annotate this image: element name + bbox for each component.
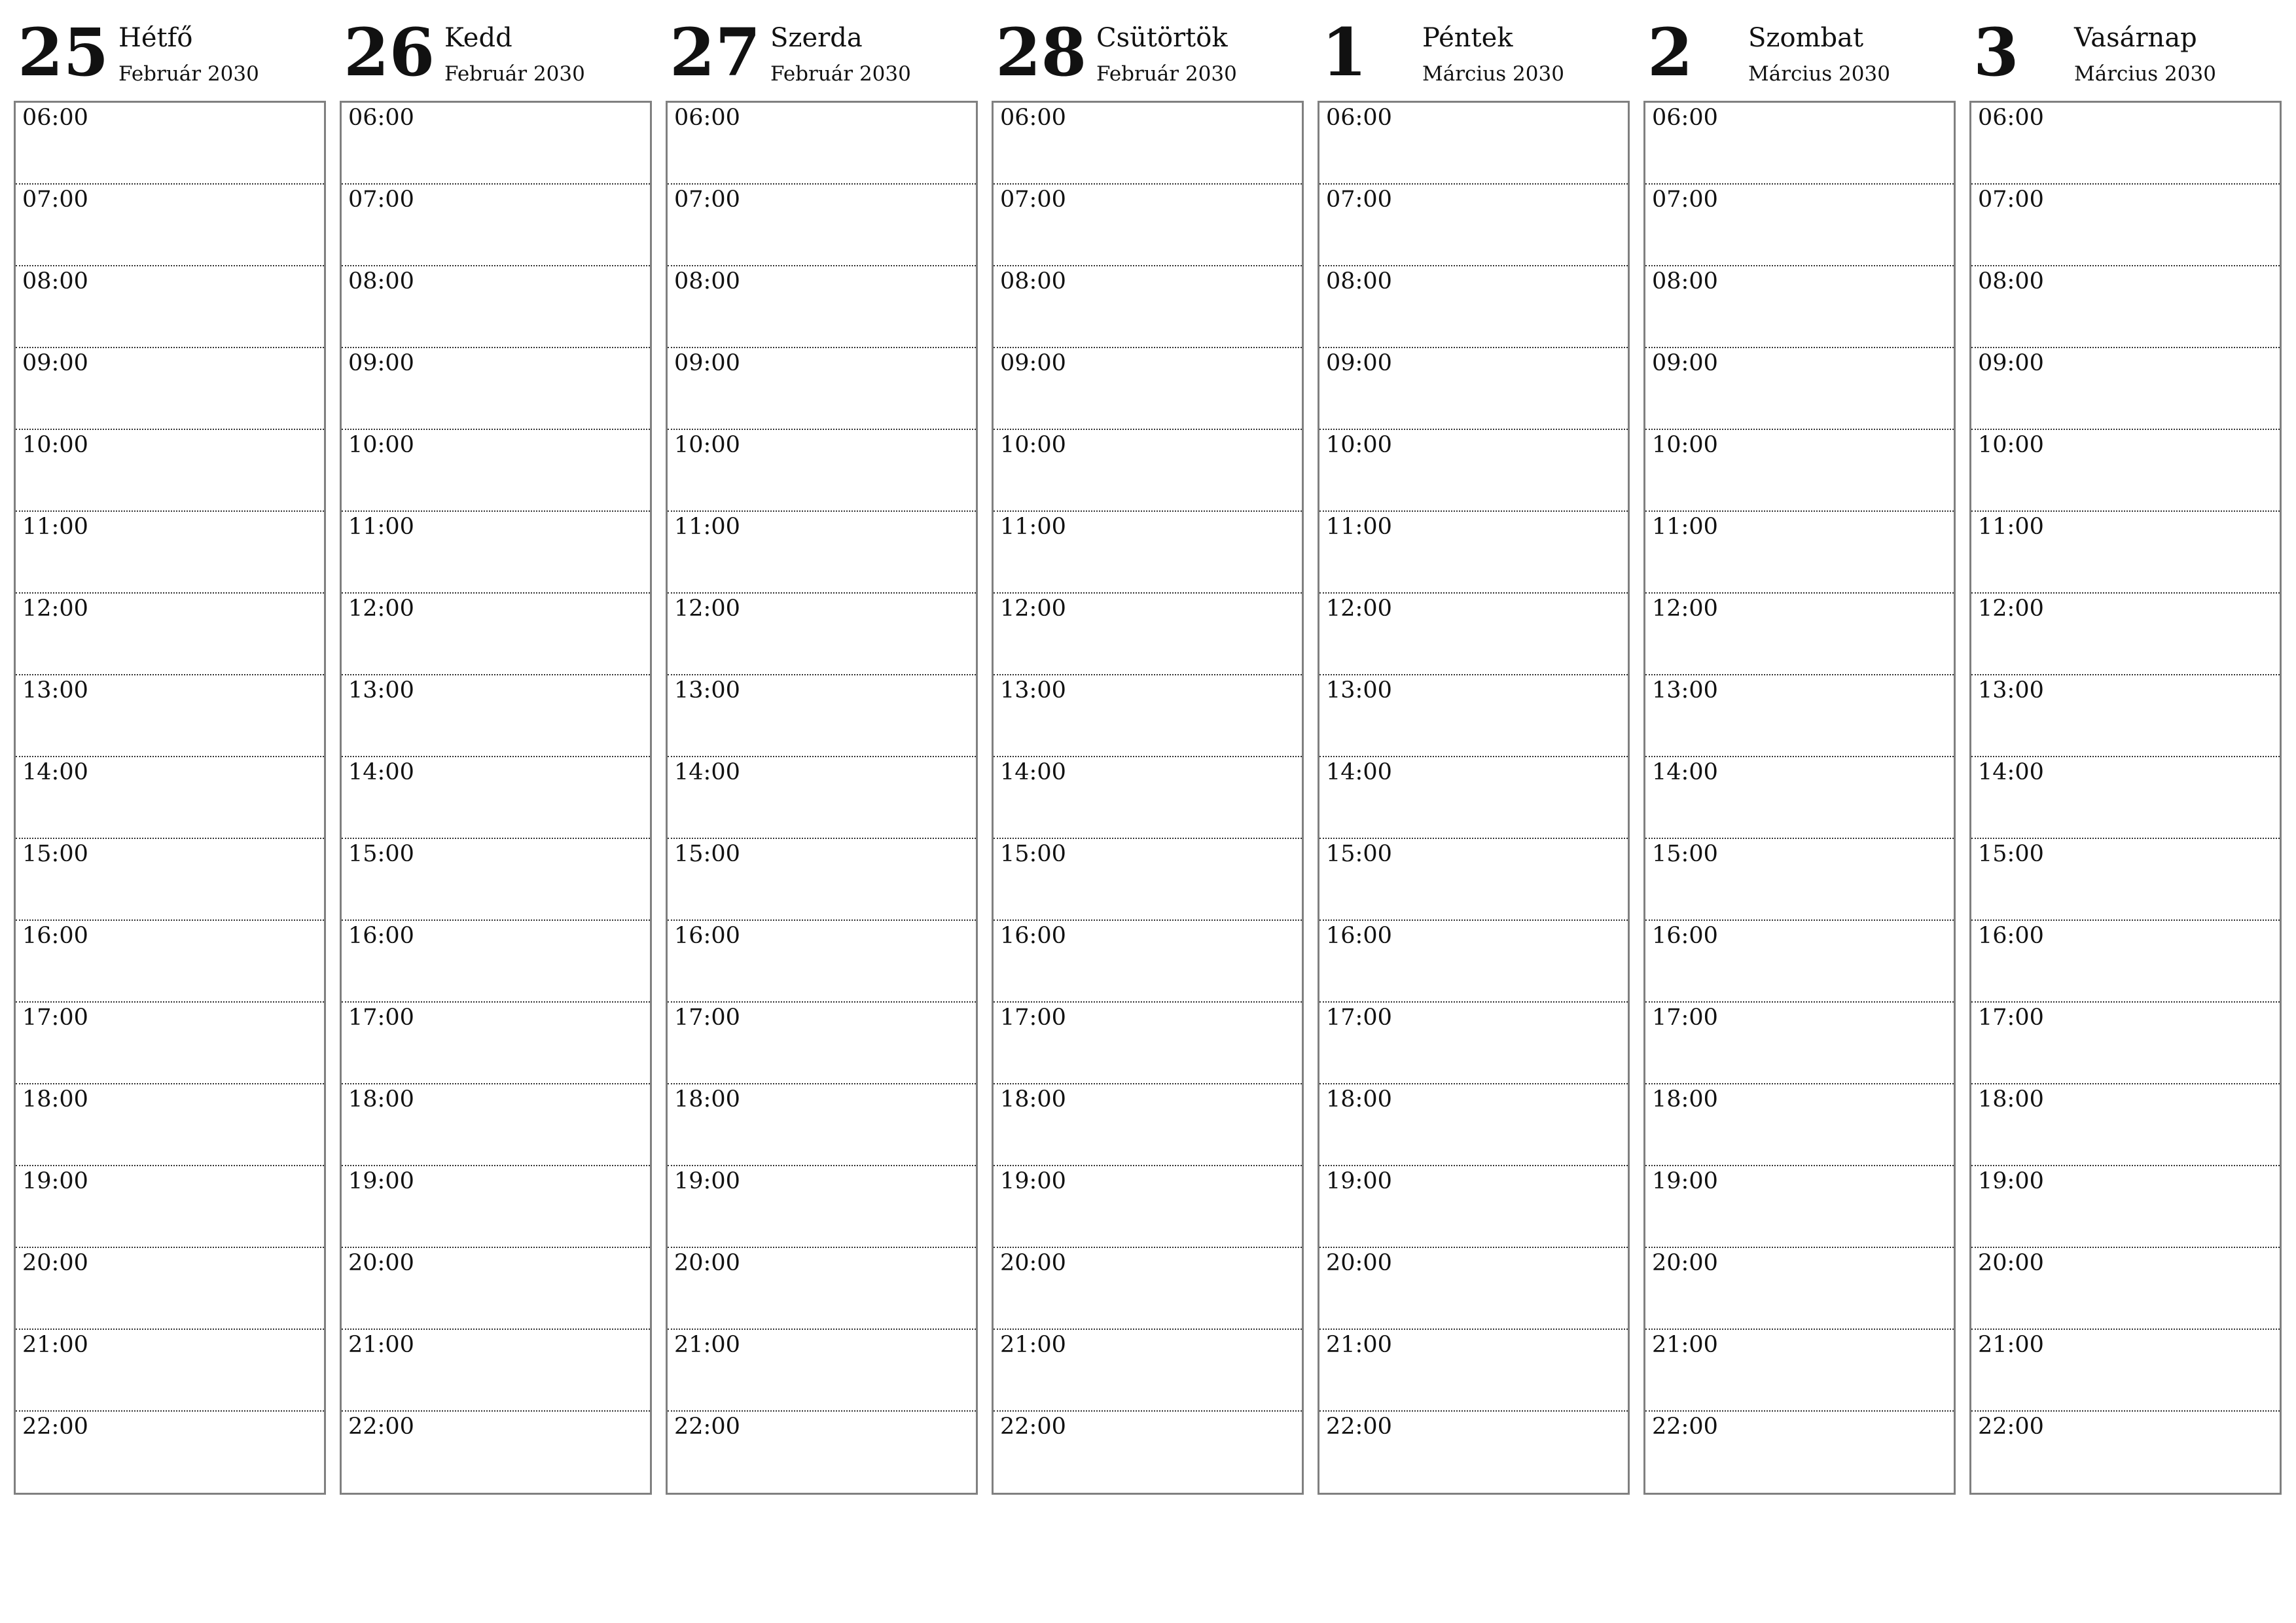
- time-slot-label: 06:00: [1326, 105, 1392, 131]
- time-slot-label: 21:00: [1326, 1332, 1392, 1358]
- day-month: Február 2030: [118, 62, 259, 86]
- time-slot-label: 19:00: [1652, 1168, 1718, 1194]
- time-slot-label: 06:00: [348, 105, 414, 131]
- time-slot: [342, 921, 650, 1003]
- time-slot: [342, 185, 650, 266]
- time-slot-label: 17:00: [1326, 1005, 1392, 1031]
- day-column: [340, 0, 652, 1440]
- time-slot-label: 21:00: [22, 1332, 88, 1358]
- time-slot: [1319, 1166, 1628, 1248]
- time-slot-label: 22:00: [1978, 1414, 2044, 1440]
- time-slot-label: 20:00: [674, 1250, 740, 1276]
- time-slot: [16, 921, 324, 1003]
- time-slot: [668, 1084, 976, 1166]
- time-slot: [1645, 512, 1954, 594]
- time-slot: [1645, 1248, 1954, 1330]
- time-slot-label: 22:00: [22, 1414, 88, 1440]
- time-slot: [1645, 1330, 1954, 1412]
- time-slot: [1319, 1330, 1628, 1412]
- time-slot: [16, 757, 324, 839]
- time-slot-label: 13:00: [674, 677, 740, 704]
- time-slot-label: 17:00: [348, 1005, 414, 1031]
- time-slot-label: 07:00: [1652, 187, 1718, 213]
- day-number: 1: [1321, 14, 1367, 91]
- time-slot: [16, 185, 324, 266]
- time-slot-label: 18:00: [1652, 1086, 1718, 1113]
- time-slot-label: 10:00: [22, 432, 88, 458]
- time-slot: [994, 1330, 1302, 1412]
- time-slot: [668, 1412, 976, 1495]
- time-slot: [1971, 757, 2280, 839]
- time-slot-label: 17:00: [1000, 1005, 1066, 1031]
- time-slot: [16, 1412, 324, 1495]
- time-slot: [16, 594, 324, 675]
- time-slot-label: 09:00: [1978, 350, 2044, 376]
- time-slot-label: 18:00: [1326, 1086, 1392, 1113]
- time-slot-label: 11:00: [1326, 514, 1392, 540]
- time-slot-label: 16:00: [1652, 923, 1718, 949]
- day-schedule-box: [340, 101, 652, 1495]
- time-slot: [16, 1330, 324, 1412]
- day-name: Szombat: [1748, 23, 1864, 53]
- time-slot: [1971, 675, 2280, 757]
- time-slot: [1319, 348, 1628, 430]
- time-slot: [1971, 1248, 2280, 1330]
- time-slot-label: 08:00: [22, 268, 88, 294]
- day-header: [1969, 0, 2282, 101]
- time-slot: [668, 675, 976, 757]
- time-slot: [668, 921, 976, 1003]
- time-slot-label: 17:00: [1978, 1005, 2044, 1031]
- time-slot-label: 11:00: [348, 514, 414, 540]
- time-slot: [1319, 430, 1628, 512]
- time-slot: [994, 1084, 1302, 1166]
- time-slot-label: 16:00: [22, 923, 88, 949]
- time-slot-label: 10:00: [1000, 432, 1066, 458]
- time-slot-label: 18:00: [674, 1086, 740, 1113]
- day-name: Kedd: [444, 23, 512, 53]
- time-slot: [1645, 675, 1954, 757]
- time-slot: [1971, 1412, 2280, 1495]
- time-slot: [16, 103, 324, 185]
- time-slot: [1645, 839, 1954, 921]
- day-name: Hétfő: [118, 23, 193, 53]
- day-column: [992, 0, 1304, 1440]
- time-slot-label: 13:00: [348, 677, 414, 704]
- time-slot-label: 22:00: [674, 1414, 740, 1440]
- time-slot: [994, 430, 1302, 512]
- time-slot: [1645, 1166, 1954, 1248]
- time-slot: [668, 1166, 976, 1248]
- time-slot-label: 13:00: [1000, 677, 1066, 704]
- time-slot: [16, 1003, 324, 1084]
- day-name: Vasárnap: [2074, 23, 2197, 53]
- time-slot-label: 22:00: [1652, 1414, 1718, 1440]
- time-slot: [1319, 757, 1628, 839]
- time-slot: [1645, 757, 1954, 839]
- time-slot-label: 21:00: [1978, 1332, 2044, 1358]
- time-slot-label: 09:00: [22, 350, 88, 376]
- day-schedule-box: [1318, 101, 1630, 1495]
- day-header: [666, 0, 978, 101]
- time-slot-label: 07:00: [1978, 187, 2044, 213]
- day-month: Február 2030: [770, 62, 911, 86]
- time-slot-label: 12:00: [1326, 596, 1392, 622]
- time-slot: [1645, 1084, 1954, 1166]
- time-slot: [1319, 1084, 1628, 1166]
- time-slot: [994, 348, 1302, 430]
- day-header: [1643, 0, 1956, 101]
- time-slot: [1971, 1330, 2280, 1412]
- time-slot: [342, 1084, 650, 1166]
- time-slot: [1971, 266, 2280, 348]
- time-slot: [1645, 185, 1954, 266]
- time-slot: [16, 1084, 324, 1166]
- day-month: Március 2030: [1422, 62, 1564, 86]
- time-slot: [668, 757, 976, 839]
- time-slot: [668, 1248, 976, 1330]
- time-slot-label: 12:00: [348, 596, 414, 622]
- time-slot: [16, 675, 324, 757]
- time-slot-label: 07:00: [22, 187, 88, 213]
- time-slot: [1971, 1003, 2280, 1084]
- time-slot: [994, 594, 1302, 675]
- time-slot-label: 09:00: [1000, 350, 1066, 376]
- time-slot-label: 06:00: [674, 105, 740, 131]
- time-slot: [342, 430, 650, 512]
- time-slot: [1319, 839, 1628, 921]
- time-slot-label: 11:00: [1978, 514, 2044, 540]
- time-slot-label: 14:00: [1326, 759, 1392, 785]
- time-slot: [1645, 103, 1954, 185]
- time-slot-label: 07:00: [1326, 187, 1392, 213]
- day-header: [992, 0, 1304, 101]
- time-slot-label: 22:00: [348, 1414, 414, 1440]
- time-slot-label: 10:00: [674, 432, 740, 458]
- time-slot-label: 19:00: [1326, 1168, 1392, 1194]
- time-slot: [1645, 348, 1954, 430]
- time-slot: [342, 1330, 650, 1412]
- time-slot: [994, 1166, 1302, 1248]
- time-slot-label: 12:00: [1000, 596, 1066, 622]
- time-slot: [1645, 1003, 1954, 1084]
- time-slot: [1319, 1003, 1628, 1084]
- time-slot: [994, 675, 1302, 757]
- time-slot-label: 12:00: [1978, 596, 2044, 622]
- time-slot: [1319, 185, 1628, 266]
- time-slot-label: 07:00: [1000, 187, 1066, 213]
- time-slot-label: 14:00: [348, 759, 414, 785]
- time-slot-label: 20:00: [1978, 1250, 2044, 1276]
- time-slot-label: 17:00: [1652, 1005, 1718, 1031]
- time-slot: [1319, 266, 1628, 348]
- time-slot: [342, 839, 650, 921]
- time-slot-label: 13:00: [1652, 677, 1718, 704]
- time-slot-label: 07:00: [674, 187, 740, 213]
- time-slot: [994, 185, 1302, 266]
- day-name: Szerda: [770, 23, 863, 53]
- day-name: Csütörtök: [1096, 23, 1228, 53]
- time-slot: [1645, 594, 1954, 675]
- time-slot-label: 18:00: [22, 1086, 88, 1113]
- time-slot-label: 13:00: [1326, 677, 1392, 704]
- time-slot: [342, 103, 650, 185]
- time-slot: [342, 675, 650, 757]
- time-slot: [16, 512, 324, 594]
- time-slot: [342, 594, 650, 675]
- day-column: [1318, 0, 1630, 1440]
- time-slot: [16, 430, 324, 512]
- time-slot: [668, 839, 976, 921]
- time-slot: [1971, 348, 2280, 430]
- time-slot: [1319, 1248, 1628, 1330]
- time-slot-label: 15:00: [1652, 841, 1718, 867]
- day-column: [14, 0, 326, 1440]
- time-slot: [1319, 1412, 1628, 1495]
- time-slot-label: 19:00: [1000, 1168, 1066, 1194]
- time-slot-label: 14:00: [22, 759, 88, 785]
- time-slot-label: 08:00: [348, 268, 414, 294]
- time-slot: [1971, 1166, 2280, 1248]
- time-slot: [342, 512, 650, 594]
- time-slot: [668, 594, 976, 675]
- time-slot: [1645, 266, 1954, 348]
- time-slot-label: 08:00: [1000, 268, 1066, 294]
- time-slot: [1971, 512, 2280, 594]
- time-slot-label: 14:00: [674, 759, 740, 785]
- day-schedule-box: [1643, 101, 1956, 1495]
- time-slot: [1971, 185, 2280, 266]
- time-slot-label: 10:00: [348, 432, 414, 458]
- day-number: 27: [670, 14, 761, 91]
- day-name: Péntek: [1422, 23, 1513, 53]
- time-slot-label: 10:00: [1978, 432, 2044, 458]
- day-schedule-box: [666, 101, 978, 1495]
- time-slot: [1319, 675, 1628, 757]
- time-slot: [342, 266, 650, 348]
- time-slot-label: 19:00: [1978, 1168, 2044, 1194]
- time-slot: [668, 266, 976, 348]
- time-slot-label: 16:00: [1326, 923, 1392, 949]
- time-slot: [16, 348, 324, 430]
- time-slot-label: 08:00: [1326, 268, 1392, 294]
- time-slot-label: 16:00: [1978, 923, 2044, 949]
- time-slot-label: 15:00: [674, 841, 740, 867]
- time-slot-label: 14:00: [1978, 759, 2044, 785]
- time-slot-label: 08:00: [1978, 268, 2044, 294]
- time-slot: [1319, 512, 1628, 594]
- time-slot-label: 14:00: [1652, 759, 1718, 785]
- time-slot-label: 15:00: [1000, 841, 1066, 867]
- day-number: 25: [18, 14, 109, 91]
- day-month: Február 2030: [444, 62, 585, 86]
- time-slot-label: 06:00: [1978, 105, 2044, 131]
- day-schedule-box: [1969, 101, 2282, 1495]
- time-slot: [994, 266, 1302, 348]
- time-slot: [994, 1248, 1302, 1330]
- time-slot: [16, 1166, 324, 1248]
- time-slot: [994, 921, 1302, 1003]
- time-slot: [1645, 921, 1954, 1003]
- time-slot-label: 17:00: [674, 1005, 740, 1031]
- day-schedule-box: [992, 101, 1304, 1495]
- time-slot: [668, 348, 976, 430]
- time-slot-label: 06:00: [1000, 105, 1066, 131]
- time-slot: [668, 430, 976, 512]
- time-slot-label: 20:00: [22, 1250, 88, 1276]
- day-header: [1318, 0, 1630, 101]
- time-slot: [16, 266, 324, 348]
- time-slot-label: 16:00: [1000, 923, 1066, 949]
- time-slot-label: 20:00: [1000, 1250, 1066, 1276]
- time-slot-label: 06:00: [1652, 105, 1718, 131]
- day-month: Február 2030: [1096, 62, 1237, 86]
- day-header: [14, 0, 326, 101]
- time-slot: [16, 839, 324, 921]
- time-slot-label: 21:00: [674, 1332, 740, 1358]
- time-slot-label: 14:00: [1000, 759, 1066, 785]
- time-slot-label: 21:00: [1000, 1332, 1066, 1358]
- time-slot-label: 15:00: [1978, 841, 2044, 867]
- time-slot-label: 19:00: [22, 1168, 88, 1194]
- day-schedule-box: [14, 101, 326, 1495]
- day-column: [1969, 0, 2282, 1440]
- time-slot-label: 10:00: [1326, 432, 1392, 458]
- time-slot-label: 08:00: [674, 268, 740, 294]
- time-slot: [342, 1248, 650, 1330]
- time-slot: [994, 1003, 1302, 1084]
- time-slot-label: 10:00: [1652, 432, 1718, 458]
- day-number: 26: [344, 14, 435, 91]
- time-slot-label: 20:00: [348, 1250, 414, 1276]
- time-slot-label: 18:00: [348, 1086, 414, 1113]
- time-slot: [668, 103, 976, 185]
- time-slot-label: 12:00: [674, 596, 740, 622]
- time-slot-label: 16:00: [674, 923, 740, 949]
- time-slot-label: 06:00: [22, 105, 88, 131]
- time-slot: [342, 1412, 650, 1495]
- time-slot: [1971, 921, 2280, 1003]
- time-slot: [342, 757, 650, 839]
- time-slot: [16, 1248, 324, 1330]
- time-slot: [668, 1003, 976, 1084]
- time-slot-label: 19:00: [348, 1168, 414, 1194]
- time-slot: [1319, 921, 1628, 1003]
- time-slot: [668, 1330, 976, 1412]
- time-slot-label: 11:00: [22, 514, 88, 540]
- time-slot-label: 17:00: [22, 1005, 88, 1031]
- day-month: Március 2030: [2074, 62, 2216, 86]
- time-slot: [342, 348, 650, 430]
- time-slot-label: 09:00: [1326, 350, 1392, 376]
- time-slot: [1645, 1412, 1954, 1495]
- time-slot-label: 15:00: [22, 841, 88, 867]
- time-slot-label: 11:00: [674, 514, 740, 540]
- time-slot-label: 09:00: [674, 350, 740, 376]
- time-slot-label: 08:00: [1652, 268, 1718, 294]
- time-slot-label: 11:00: [1000, 514, 1066, 540]
- time-slot: [342, 1166, 650, 1248]
- time-slot-label: 22:00: [1326, 1414, 1392, 1440]
- time-slot-label: 18:00: [1000, 1086, 1066, 1113]
- time-slot: [1971, 1084, 2280, 1166]
- time-slot: [342, 1003, 650, 1084]
- time-slot: [1645, 430, 1954, 512]
- time-slot-label: 11:00: [1652, 514, 1718, 540]
- day-number: 3: [1973, 14, 2019, 91]
- time-slot-label: 09:00: [348, 350, 414, 376]
- time-slot-label: 18:00: [1978, 1086, 2044, 1113]
- time-slot-label: 09:00: [1652, 350, 1718, 376]
- day-number: 28: [996, 14, 1087, 91]
- time-slot: [668, 185, 976, 266]
- time-slot: [1319, 103, 1628, 185]
- time-slot: [1971, 103, 2280, 185]
- time-slot-label: 19:00: [674, 1168, 740, 1194]
- day-number: 2: [1647, 14, 1693, 91]
- time-slot: [1971, 594, 2280, 675]
- time-slot-label: 16:00: [348, 923, 414, 949]
- time-slot: [994, 512, 1302, 594]
- time-slot: [994, 1412, 1302, 1495]
- day-header: [340, 0, 652, 101]
- time-slot-label: 12:00: [1652, 596, 1718, 622]
- time-slot-label: 13:00: [1978, 677, 2044, 704]
- time-slot: [994, 103, 1302, 185]
- time-slot-label: 12:00: [22, 596, 88, 622]
- time-slot: [994, 839, 1302, 921]
- time-slot: [1971, 430, 2280, 512]
- time-slot: [668, 512, 976, 594]
- time-slot: [994, 757, 1302, 839]
- day-column: [1643, 0, 1956, 1440]
- time-slot-label: 20:00: [1652, 1250, 1718, 1276]
- time-slot-label: 21:00: [1652, 1332, 1718, 1358]
- time-slot-label: 15:00: [348, 841, 414, 867]
- time-slot-label: 20:00: [1326, 1250, 1392, 1276]
- time-slot: [1319, 594, 1628, 675]
- time-slot-label: 07:00: [348, 187, 414, 213]
- day-month: Március 2030: [1748, 62, 1890, 86]
- time-slot: [1971, 839, 2280, 921]
- day-column: [666, 0, 978, 1440]
- time-slot-label: 22:00: [1000, 1414, 1066, 1440]
- time-slot-label: 21:00: [348, 1332, 414, 1358]
- time-slot-label: 13:00: [22, 677, 88, 704]
- time-slot-label: 15:00: [1326, 841, 1392, 867]
